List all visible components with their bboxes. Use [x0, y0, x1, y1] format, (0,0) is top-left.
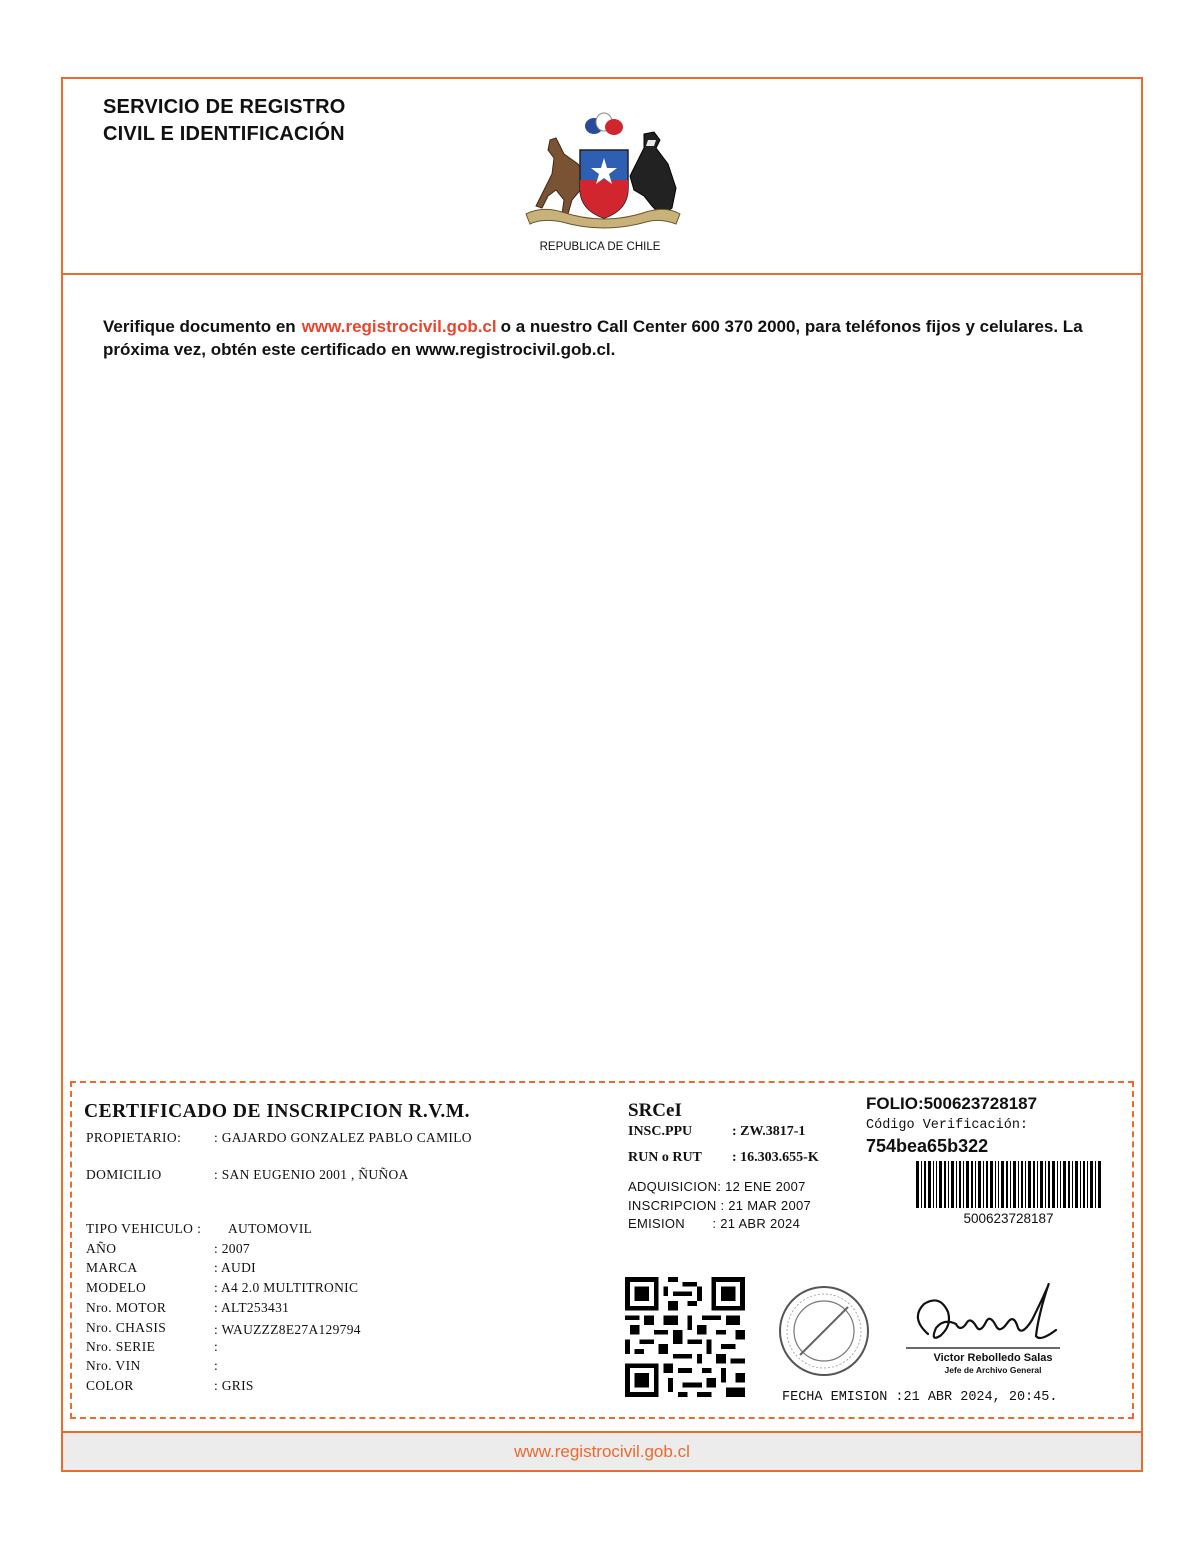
verification-notice	[103, 315, 1113, 361]
fecha-adquisicion: ADQUISICION: 12 ENE 2007	[628, 1179, 806, 1194]
barcode-number: 500623728187	[963, 1211, 1054, 1226]
field-value-marca: : AUDI	[214, 1260, 256, 1275]
field-value-chasis: : WAUZZZ8E27A129794	[214, 1322, 361, 1337]
signature-icon	[900, 1278, 1070, 1356]
agency-line-2: CIVIL E IDENTIFICACIÓN	[103, 123, 345, 145]
field-value-propietario: : GAJARDO GONZALEZ PABLO CAMILO	[214, 1130, 472, 1145]
insc-ppu-value: : ZW.3817-1	[732, 1124, 806, 1139]
field-value-vin: :	[214, 1358, 219, 1373]
field-label-modelo: MODELO	[86, 1280, 147, 1295]
footer-link[interactable]: www.registrocivil.gob.cl	[514, 1442, 690, 1461]
agency-line-1: SERVICIO DE REGISTRO	[103, 96, 346, 118]
issue-date-time: FECHA EMISION :21 ABR 2024, 20:45.	[782, 1390, 1058, 1405]
run-value: : 16.303.655-K	[732, 1150, 819, 1165]
certificate-title: CERTIFICADO DE INSCRIPCION R.V.M.	[84, 1101, 470, 1122]
verification-code-label: Código Verificación:	[866, 1118, 1029, 1133]
signer-name: Victor Rebolledo Salas	[933, 1352, 1053, 1364]
fecha-emision-short: EMISION : 21 ABR 2024	[628, 1216, 801, 1231]
srcei-logo-text: SRCeI	[628, 1100, 682, 1121]
coat-of-arms-icon	[512, 110, 692, 240]
field-label-domicilio: DOMICILIO	[86, 1167, 162, 1182]
field-label-ano: AÑO	[86, 1241, 117, 1256]
qr-code-icon	[625, 1277, 745, 1397]
signer-title: Jefe de Archivo General	[944, 1365, 1042, 1375]
agency-name	[103, 94, 346, 148]
field-value-tipo-vehiculo: AUTOMOVIL	[228, 1221, 313, 1236]
verify-link[interactable]: www.registrocivil.gob.cl	[301, 317, 497, 336]
field-label-vin: Nro. VIN	[86, 1358, 141, 1373]
field-label-marca: MARCA	[86, 1260, 138, 1275]
field-value-domicilio: : SAN EUGENIO 2001 , ÑUÑOA	[214, 1167, 409, 1182]
crest-label: REPUBLICA DE CHILE	[539, 241, 661, 253]
verification-code: 754bea65b322	[866, 1136, 989, 1156]
run-label: RUN o RUT	[628, 1150, 702, 1165]
field-label-motor: Nro. MOTOR	[86, 1300, 167, 1315]
official-seal-icon	[778, 1285, 870, 1377]
field-value-serie: :	[214, 1339, 219, 1354]
header-separator	[61, 273, 1143, 275]
barcode-icon	[916, 1161, 1101, 1208]
folio-number: FOLIO:500623728187	[866, 1094, 1038, 1113]
field-value-motor: : ALT253431	[214, 1300, 290, 1315]
field-value-color: : GRIS	[214, 1378, 254, 1393]
field-label-color: COLOR	[86, 1378, 134, 1393]
field-label-chasis: Nro. CHASIS	[86, 1320, 167, 1335]
field-label-tipo-vehiculo: TIPO VEHICULO :	[86, 1221, 202, 1236]
fecha-inscripcion: INSCRIPCION : 21 MAR 2007	[628, 1198, 812, 1213]
field-label-propietario: PROPIETARIO:	[86, 1130, 182, 1145]
insc-ppu-label: INSC.PPU	[628, 1124, 693, 1139]
field-label-serie: Nro. SERIE	[86, 1339, 156, 1354]
field-value-modelo: : A4 2.0 MULTITRONIC	[214, 1280, 359, 1295]
verify-suffix: o a nuestro Call Center 600 370 2000, para teléfonos fijos y celulares. La próxima vez, obtén este certificado en www.registrocivil.gob.cl.	[103, 317, 1083, 359]
field-value-ano: : 2007	[214, 1241, 250, 1256]
verify-prefix: Verifique documento en	[103, 317, 296, 336]
